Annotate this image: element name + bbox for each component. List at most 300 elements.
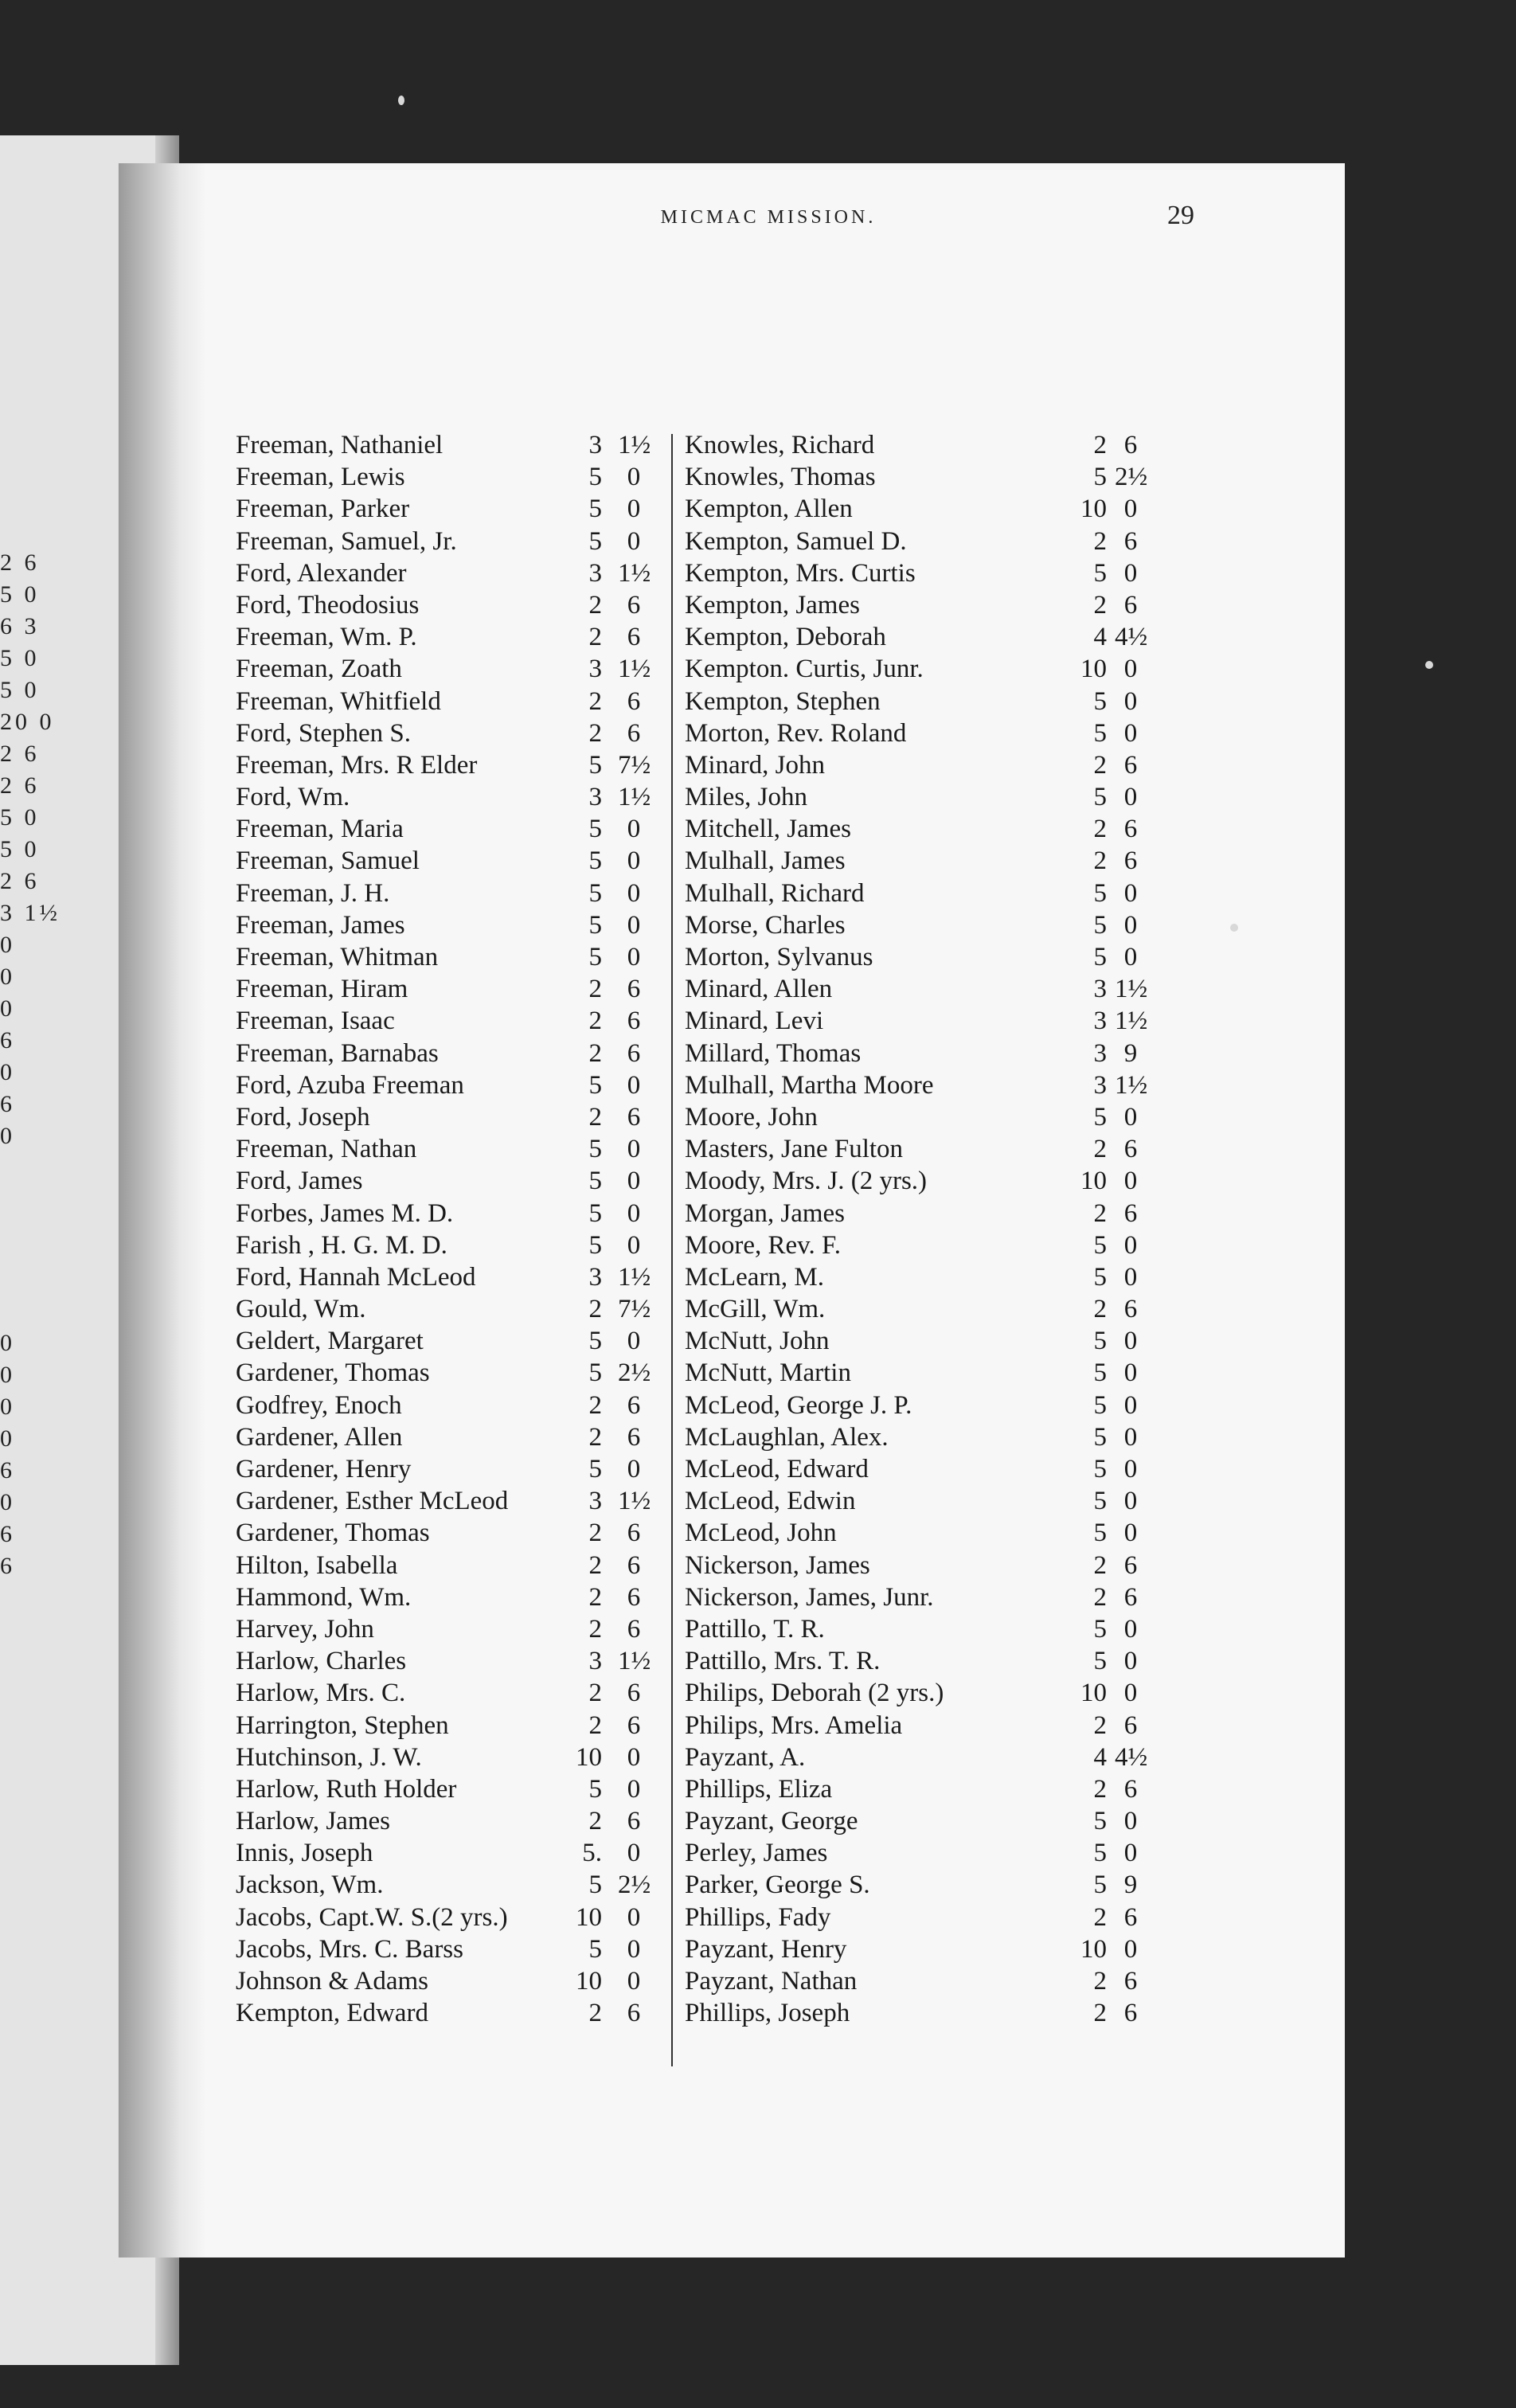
list-entry: [685, 975, 1148, 1007]
facing-page-amount: 6: [0, 1027, 15, 1054]
list-entry: [685, 1455, 1138, 1487]
amount-shillings: 5: [1093, 1102, 1107, 1132]
amount-pence: 9: [1123, 1870, 1138, 1900]
list-entry: [685, 655, 1138, 686]
column-divider: [671, 434, 673, 2066]
amount-pence: 1½: [618, 655, 651, 684]
facing-page-amount: 2 6: [0, 868, 40, 894]
subscriber-name: Masters, Jane Fulton: [685, 1135, 904, 1164]
list-entry: [685, 1487, 1138, 1519]
facing-page-amount: 2 6: [0, 741, 40, 767]
amount-pence: 6: [627, 1807, 641, 1836]
subscriber-name: Phillips, Joseph: [685, 1999, 850, 2028]
subscriber-name: Morton, Rev. Roland: [685, 718, 907, 748]
amount-pence: 0: [627, 1327, 641, 1356]
subscriber-name: Freeman, Samuel, Jr.: [236, 526, 457, 556]
amount-pence: 0: [1123, 1679, 1138, 1708]
amount-pence: 0: [1123, 558, 1138, 588]
list-entry: [236, 1327, 666, 1358]
amount-pence: 2½: [618, 1870, 651, 1900]
subscriber-name: McLeod, John: [685, 1519, 837, 1548]
list-entry: [236, 1711, 666, 1743]
amount-pence: 0: [1123, 943, 1138, 971]
facing-page-amount: 0: [0, 1394, 15, 1420]
amount-shillings: 2: [1093, 1582, 1107, 1612]
amount-shillings: 2: [1093, 526, 1107, 556]
amount-pence: 6: [1123, 846, 1138, 876]
facing-page-amount: 3 1½: [0, 900, 61, 926]
amount-shillings: 2: [588, 1679, 602, 1708]
list-entry: [236, 527, 666, 559]
amount-pence: 6: [1123, 590, 1138, 620]
list-entry: [236, 431, 666, 463]
subscriber-name: Ford, Alexander: [236, 558, 407, 588]
subscriber-name: Hutchinson, J. W.: [236, 1742, 422, 1772]
amount-pence: 0: [627, 1967, 641, 1996]
list-entry: [236, 1519, 666, 1550]
facing-page-amount: 6: [0, 1457, 15, 1484]
subscriber-name: Kempton, James: [685, 590, 860, 620]
amount-pence: 6: [627, 590, 641, 620]
amount-pence: 0: [627, 1230, 641, 1260]
subscriber-name: Harrington, Stephen: [236, 1710, 449, 1740]
amount-shillings: 2: [588, 590, 602, 620]
amount-pence: 6: [1123, 1550, 1138, 1580]
amount-shillings: 5: [1093, 783, 1107, 812]
subscriber-name: Freeman, Whitfield: [236, 686, 441, 716]
amount-shillings: 5: [588, 1870, 602, 1900]
subscriber-name: Ford, Azuba Freeman: [236, 1070, 464, 1100]
amount-shillings: 5: [588, 1198, 602, 1228]
amount-shillings: 2: [588, 623, 602, 652]
facing-page-amount: 0: [0, 1425, 15, 1452]
list-entry: [685, 1295, 1138, 1327]
subscriber-name: Freeman, Lewis: [236, 463, 405, 492]
amount-shillings: 2: [1093, 1295, 1107, 1324]
amount-pence: 0: [1123, 1934, 1138, 1964]
list-entry: [236, 1135, 666, 1167]
amount-shillings: 5: [588, 463, 602, 492]
amount-shillings: 10: [1080, 494, 1107, 524]
subscriber-name: Jackson, Wm.: [236, 1870, 384, 1900]
list-entry: [236, 1071, 666, 1103]
list-entry: [236, 1199, 666, 1231]
list-entry: [685, 1710, 1138, 1743]
amount-pence: 6: [1123, 1198, 1138, 1228]
subscriber-name: McNutt, John: [685, 1327, 830, 1356]
amount-shillings: 2: [1093, 1710, 1107, 1740]
subscriber-name: Kempton, Allen: [685, 494, 853, 524]
facing-page-amount: 0: [0, 1123, 15, 1149]
amount-shillings: 3: [1093, 1038, 1107, 1068]
subscriber-name: Mulhall, James: [685, 846, 846, 876]
subscriber-name: Payzant, Nathan: [685, 1967, 858, 1996]
list-entry: [685, 815, 1138, 846]
list-entry: [685, 526, 1138, 559]
list-entry: [685, 718, 1138, 751]
list-entry: [685, 1422, 1138, 1455]
amount-pence: 4½: [1115, 1742, 1148, 1772]
amount-shillings: 2: [588, 1038, 602, 1068]
list-entry: [685, 1934, 1138, 1967]
amount-shillings: 4: [1093, 623, 1107, 652]
list-entry: [236, 879, 666, 911]
list-entry: [236, 1999, 666, 2031]
subscriber-name: Ford, Hannah McLeod: [236, 1262, 476, 1292]
subscriber-name: Hammond, Wm.: [236, 1582, 412, 1612]
list-entry: [685, 1390, 1138, 1423]
list-entry: [236, 623, 666, 655]
amount-pence: 6: [1123, 526, 1138, 556]
list-entry: [685, 1902, 1138, 1935]
amount-pence: 0: [1123, 1455, 1138, 1484]
amount-shillings: 2: [588, 1614, 602, 1644]
list-entry: [685, 1807, 1138, 1839]
amount-pence: 6: [1123, 431, 1138, 459]
amount-shillings: 5: [1093, 1870, 1107, 1900]
subscriber-name: Payzant, A.: [685, 1742, 806, 1772]
list-entry: [685, 1614, 1138, 1647]
facing-page-amount: 20 0: [0, 709, 55, 735]
amount-shillings: 2: [588, 1582, 602, 1612]
list-entry: [685, 1167, 1138, 1198]
amount-shillings: 5: [1093, 1455, 1107, 1484]
subscriber-name: Moody, Mrs. J. (2 yrs.): [685, 1167, 928, 1196]
subscriber-name: Freeman, Wm. P.: [236, 623, 417, 652]
subscriber-name: Knowles, Thomas: [685, 463, 876, 492]
amount-pence: 0: [627, 1455, 641, 1484]
amount-shillings: 2: [1093, 846, 1107, 876]
list-entry: [685, 846, 1138, 878]
subscriber-name: Minard, Levi: [685, 1007, 824, 1036]
amount-pence: 0: [1123, 783, 1138, 812]
subscriber-name: Harvey, John: [236, 1614, 374, 1644]
amount-shillings: 5: [1093, 1839, 1107, 1868]
facing-page-amount: 6: [0, 1553, 15, 1579]
list-entry: [236, 591, 666, 623]
amount-shillings: 5: [588, 1455, 602, 1484]
list-entry: [236, 463, 666, 494]
list-entry: [685, 494, 1138, 526]
list-entry: [236, 911, 666, 943]
amount-pence: 6: [627, 975, 641, 1004]
amount-shillings: 10: [1080, 1167, 1107, 1196]
amount-pence: 6: [1123, 1582, 1138, 1612]
amount-shillings: 2: [1093, 1967, 1107, 1996]
amount-shillings: 5: [588, 526, 602, 556]
amount-pence: 0: [1123, 655, 1138, 684]
facing-page-amount: 0: [0, 1330, 15, 1356]
amount-shillings: 3: [1093, 975, 1107, 1004]
amount-pence: 6: [627, 1614, 641, 1644]
list-entry: [236, 1743, 666, 1775]
subscriber-name: Freeman, James: [236, 910, 405, 940]
amount-pence: 6: [627, 1582, 641, 1612]
subscriber-list-right: [685, 431, 1148, 2031]
list-entry: [236, 1903, 666, 1935]
amount-shillings: 5: [588, 815, 602, 844]
list-entry: [685, 431, 1138, 463]
facing-page-amount: 0: [0, 1489, 15, 1515]
amount-shillings: 5: [1093, 1614, 1107, 1644]
list-entry: [236, 1391, 666, 1423]
amount-pence: 1½: [618, 558, 651, 588]
amount-shillings: 5: [1093, 718, 1107, 748]
list-entry: [236, 1295, 666, 1327]
subscriber-name: Kempton, Stephen: [685, 686, 881, 716]
amount-shillings: 5: [1093, 1262, 1107, 1292]
subscriber-name: Gardener, Henry: [236, 1455, 412, 1484]
amount-shillings: 5: [1093, 1422, 1107, 1452]
amount-pence: 6: [627, 1038, 641, 1068]
amount-shillings: 5: [588, 1135, 602, 1164]
subscriber-name: Kempton, Mrs. Curtis: [685, 558, 916, 588]
spacer: [0, 1155, 88, 1330]
list-entry: [236, 559, 666, 591]
facing-page-amount: 5 0: [0, 581, 40, 608]
amount-pence: 0: [627, 1198, 641, 1228]
amount-pence: 6: [627, 1102, 641, 1132]
amount-shillings: 2: [588, 1102, 602, 1132]
amount-shillings: 2: [1093, 815, 1107, 844]
subscriber-name: McLearn, M.: [685, 1262, 825, 1292]
list-entry: [685, 1839, 1138, 1870]
list-entry: [236, 1231, 666, 1263]
amount-pence: 0: [1123, 1327, 1138, 1356]
subscriber-name: Knowles, Richard: [685, 431, 875, 459]
list-entry: [236, 494, 666, 526]
amount-shillings: 3: [588, 1262, 602, 1292]
list-entry: [236, 1839, 666, 1870]
subscriber-name: Moore, John: [685, 1102, 818, 1132]
amount-pence: 6: [1123, 1774, 1138, 1804]
facing-page-amount: 5 0: [0, 677, 40, 703]
list-entry: [685, 1967, 1138, 1999]
amount-pence: 0: [627, 1070, 641, 1100]
amount-pence: 0: [1123, 1390, 1138, 1420]
speck: [1425, 661, 1433, 669]
list-entry: [236, 1358, 666, 1390]
amount-pence: 0: [1123, 1262, 1138, 1292]
list-entry: [236, 1423, 666, 1455]
subscriber-name: Harlow, James: [236, 1807, 390, 1836]
list-entry: [685, 1070, 1148, 1103]
subscriber-name: Morse, Charles: [685, 910, 846, 940]
list-entry: [685, 1870, 1138, 1902]
subscriber-name: McLeod, George J. P.: [685, 1390, 912, 1420]
amount-pence: 1½: [618, 1487, 651, 1516]
amount-pence: 6: [627, 1007, 641, 1036]
amount-shillings: 5: [1093, 943, 1107, 971]
amount-shillings: 5: [588, 750, 602, 780]
running-head-title: MICMAC MISSION.: [660, 207, 877, 228]
amount-shillings: 3: [588, 1647, 602, 1676]
amount-shillings: 5: [588, 910, 602, 940]
subscriber-name: Gould, Wm.: [236, 1295, 366, 1324]
list-entry: [236, 1551, 666, 1583]
amount-pence: 0: [1123, 910, 1138, 940]
list-entry: [236, 687, 666, 719]
list-entry: [685, 910, 1138, 943]
subscriber-name: Jacobs, Capt.W. S.(2 yrs.): [236, 1902, 508, 1932]
amount-pence: 0: [1123, 1614, 1138, 1644]
amount-shillings: 5: [588, 1934, 602, 1964]
amount-pence: 6: [1123, 815, 1138, 844]
subscriber-name: Innis, Joseph: [236, 1839, 373, 1868]
running-head: [410, 201, 1222, 247]
list-entry: [236, 1967, 666, 1999]
amount-shillings: 2: [588, 1710, 602, 1740]
facing-page-amounts: [0, 549, 88, 1585]
amount-pence: 1½: [1115, 1007, 1148, 1036]
list-entry: [236, 943, 666, 975]
amount-shillings: 5: [1093, 1647, 1107, 1676]
amount-shillings: 2: [1093, 1198, 1107, 1228]
facing-page-amount: 5 0: [0, 804, 40, 831]
subscriber-name: Freeman, Whitman: [236, 943, 439, 971]
amount-pence: 0: [1123, 1487, 1138, 1516]
amount-shillings: 2: [588, 686, 602, 716]
amount-shillings: 5: [588, 1230, 602, 1260]
list-entry: [236, 1487, 666, 1519]
subscriber-name: Gardener, Esther McLeod: [236, 1487, 509, 1516]
list-entry: [685, 1327, 1138, 1358]
subscriber-name: Johnson & Adams: [236, 1967, 429, 1996]
subscriber-name: Millard, Thomas: [685, 1038, 862, 1068]
amount-shillings: 5: [588, 1358, 602, 1388]
amount-pence: 1½: [1115, 975, 1148, 1004]
subscriber-name: Pattillo, Mrs. T. R.: [685, 1647, 881, 1676]
amount-shillings: 5: [1093, 1327, 1107, 1356]
subscriber-name: Ford, Wm.: [236, 783, 350, 812]
subscriber-name: Pattillo, T. R.: [685, 1614, 825, 1644]
list-entry: [685, 1774, 1138, 1807]
amount-shillings: 5: [588, 846, 602, 876]
amount-shillings: 2: [588, 1007, 602, 1036]
subscriber-list-left: [236, 431, 666, 2031]
amount-shillings: 2: [1093, 431, 1107, 459]
facing-page-amount: 6 3: [0, 613, 40, 639]
list-entry: [236, 751, 666, 783]
amount-shillings: 2: [1093, 1999, 1107, 2028]
amount-pence: 0: [627, 943, 641, 971]
subscriber-name: Harlow, Charles: [236, 1647, 407, 1676]
list-entry: [685, 623, 1148, 655]
subscriber-name: Payzant, George: [685, 1807, 858, 1836]
amount-shillings: 2: [1093, 1135, 1107, 1164]
amount-shillings: 2: [588, 975, 602, 1004]
amount-pence: 6: [1123, 1902, 1138, 1932]
amount-pence: 0: [1123, 718, 1138, 748]
amount-pence: 0: [1123, 1839, 1138, 1868]
facing-page-amount: 6: [0, 1091, 15, 1117]
amount-pence: 0: [627, 815, 641, 844]
list-entry: [685, 1038, 1138, 1071]
amount-pence: 6: [1123, 1295, 1138, 1324]
amount-pence: 6: [1123, 1967, 1138, 1996]
amount-pence: 0: [1123, 1230, 1138, 1260]
amount-pence: 6: [1123, 750, 1138, 780]
list-entry: [236, 655, 666, 686]
list-entry: [685, 1519, 1138, 1550]
subscriber-name: Harlow, Mrs. C.: [236, 1679, 406, 1708]
amount-pence: 0: [1123, 1358, 1138, 1388]
list-entry: [236, 1775, 666, 1807]
facing-page-amount: 0: [0, 1362, 15, 1388]
list-entry: [236, 1007, 666, 1038]
amount-pence: 6: [1123, 1710, 1138, 1740]
amount-shillings: 10: [1080, 655, 1107, 684]
subscriber-name: Freeman, Hiram: [236, 975, 408, 1004]
amount-shillings: 3: [588, 655, 602, 684]
amount-shillings: 3: [588, 783, 602, 812]
amount-shillings: 2: [588, 1519, 602, 1548]
list-entry: [685, 1007, 1148, 1038]
amount-pence: 0: [627, 846, 641, 876]
amount-shillings: 2: [588, 1422, 602, 1452]
amount-shillings: 2: [588, 1295, 602, 1324]
amount-shillings: 3: [1093, 1007, 1107, 1036]
list-entry: [685, 1135, 1138, 1167]
list-entry: [236, 1935, 666, 1967]
amount-shillings: 5: [588, 943, 602, 971]
amount-shillings: 5: [588, 494, 602, 524]
amount-pence: 0: [1123, 1422, 1138, 1452]
amount-pence: 0: [627, 1934, 641, 1964]
subscriber-name: Freeman, Zoath: [236, 655, 402, 684]
amount-shillings: 10: [576, 1967, 602, 1996]
subscriber-name: McGill, Wm.: [685, 1295, 826, 1324]
subscriber-name: McNutt, Martin: [685, 1358, 851, 1388]
amount-shillings: 5: [1093, 1358, 1107, 1388]
amount-shillings: 5.: [582, 1839, 602, 1868]
list-entry: [236, 719, 666, 751]
amount-shillings: 2: [588, 1550, 602, 1580]
amount-pence: 0: [627, 1774, 641, 1804]
amount-pence: 2½: [1115, 463, 1148, 492]
amount-pence: 7½: [618, 750, 651, 780]
amount-pence: 6: [627, 1519, 641, 1548]
amount-shillings: 2: [588, 1807, 602, 1836]
subscriber-name: Ford, James: [236, 1167, 363, 1196]
list-entry: [685, 878, 1138, 911]
list-entry: [236, 1583, 666, 1615]
list-entry: [236, 1807, 666, 1839]
list-entry: [685, 1230, 1138, 1263]
amount-shillings: 5: [588, 1070, 602, 1100]
list-entry: [685, 1550, 1138, 1583]
amount-pence: 0: [1123, 1807, 1138, 1836]
facing-page-amount: 0: [0, 964, 15, 990]
facing-page-amount: 5 0: [0, 836, 40, 862]
subscriber-name: Ford, Joseph: [236, 1102, 370, 1132]
amount-pence: 0: [627, 463, 641, 492]
list-entry: [685, 783, 1138, 815]
list-entry: [236, 975, 666, 1007]
amount-pence: 0: [627, 494, 641, 524]
amount-shillings: 5: [1093, 1807, 1107, 1836]
list-entry: [236, 1103, 666, 1135]
page-number: 29: [1167, 201, 1194, 230]
amount-shillings: 5: [1093, 1390, 1107, 1420]
facing-page-amount: 0: [0, 995, 15, 1022]
subscriber-name: Perley, James: [685, 1839, 828, 1868]
amount-shillings: 5: [1093, 1230, 1107, 1260]
subscriber-name: Freeman, J. H.: [236, 878, 390, 908]
amount-pence: 1½: [618, 783, 651, 812]
facing-page-amount: 2 6: [0, 549, 40, 576]
amount-pence: 9: [1123, 1038, 1138, 1068]
